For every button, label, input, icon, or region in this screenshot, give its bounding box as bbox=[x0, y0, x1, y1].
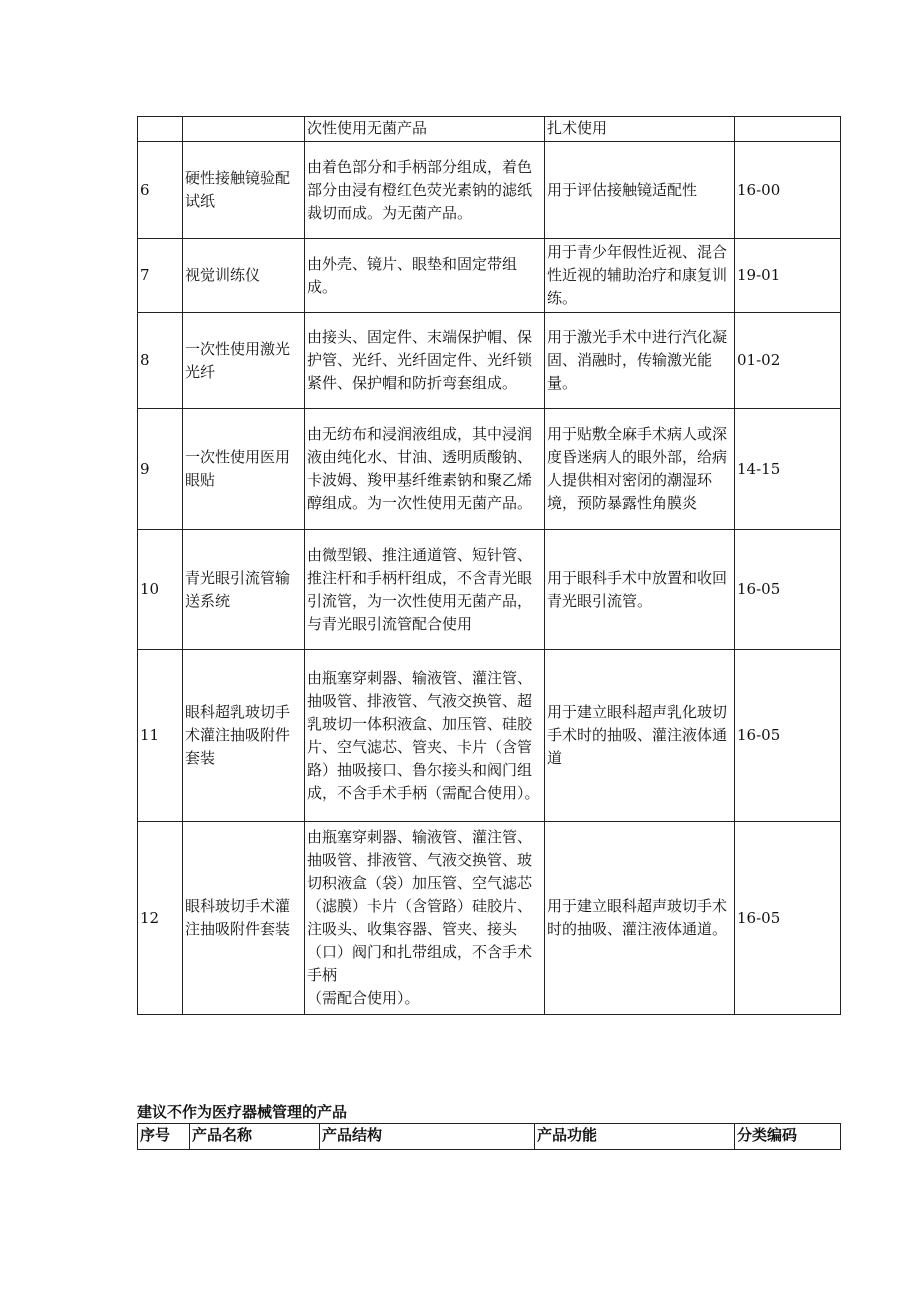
cell-function: 用于评估接触镜适配性 bbox=[545, 142, 735, 239]
table-row bbox=[138, 822, 841, 1015]
cell-code: 19-01 bbox=[735, 239, 841, 313]
cell-name: 硬性接触镜验配试纸 bbox=[183, 142, 305, 239]
cell-no: 6 bbox=[138, 142, 183, 239]
cell-structure: 由着色部分和手柄部分组成，着色部分由浸有橙红色荧光素钠的滤纸裁切而成。为无菌产品。 bbox=[305, 142, 545, 239]
cell-structure-note: （需配合使用）。 bbox=[307, 989, 420, 1007]
table-header-row bbox=[138, 1124, 841, 1150]
cell-structure: 由外壳、镜片、眼垫和固定带组成。 bbox=[305, 239, 545, 313]
cell-no: 10 bbox=[138, 530, 183, 650]
cell-function: 扎术使用 bbox=[545, 117, 735, 142]
cell-function: 用于激光手术中进行汽化凝固、消融时，传输激光能量。 bbox=[545, 313, 735, 409]
header-structure: 产品结构 bbox=[320, 1124, 535, 1150]
product-table bbox=[137, 116, 841, 1015]
cell-code: 16-05 bbox=[735, 822, 841, 1015]
table-row bbox=[138, 117, 841, 142]
cell-structure: 由微型锻、推注通道管、短针管、推注杆和手柄杆组成，不含青光眼引流管，为一次性使用无菌产品，与青光眼引流管配合使用 bbox=[305, 530, 545, 650]
cell-name bbox=[183, 117, 305, 142]
cell-structure: 由无纺布和浸润液组成，其中浸润液由纯化水、甘油、透明质酸钠、卡波姆、羧甲基纤维素钠和聚乙烯醇组成。为一次性使用无菌产品。 bbox=[305, 409, 545, 530]
section-heading: 建议不作为医疗器械管理的产品 bbox=[137, 1103, 348, 1121]
cell-code: 14-15 bbox=[735, 409, 841, 530]
cell-structure: 由瓶塞穿刺器、输液管、灌注管、抽吸管、排液管、气液交换管、超乳玻切一体积液盒、加压管、硅胶片、空气滤芯、管夹、卡片（含管路）抽吸接口、鲁尔接头和阀门组成，不含手术手柄（需配合使用）。 bbox=[305, 650, 545, 822]
cell-function: 用于青少年假性近视、混合性近视的辅助治疗和康复训练。 bbox=[545, 239, 735, 313]
cell-code bbox=[735, 117, 841, 142]
cell-code: 16-00 bbox=[735, 142, 841, 239]
cell-name: 一次性使用医用眼贴 bbox=[183, 409, 305, 530]
cell-no: 8 bbox=[138, 313, 183, 409]
table-row bbox=[138, 313, 841, 409]
table-row bbox=[138, 239, 841, 313]
cell-name: 眼科超乳玻切手术灌注抽吸附件套装 bbox=[183, 650, 305, 822]
cell-no: 11 bbox=[138, 650, 183, 822]
cell-name: 眼科玻切手术灌注抽吸附件套装 bbox=[183, 822, 305, 1015]
cell-function: 用于眼科手术中放置和收回青光眼引流管。 bbox=[545, 530, 735, 650]
header-code: 分类编码 bbox=[735, 1124, 841, 1150]
excluded-products-table-header bbox=[137, 1123, 841, 1150]
table-row bbox=[138, 530, 841, 650]
table-row bbox=[138, 650, 841, 822]
header-no: 序号 bbox=[138, 1124, 190, 1150]
cell-function: 用于贴敷全麻手术病人或深度昏迷病人的眼外部，给病人提供相对密闭的潮湿环境，预防暴露性角膜炎 bbox=[545, 409, 735, 530]
cell-code: 16-05 bbox=[735, 650, 841, 822]
cell-structure-text: 由瓶塞穿刺器、输液管、灌注管、抽吸管、排液管、气液交换管、玻切积液盒（袋）加压管、空气滤芯（滤膜）卡片（含管路）硅胶片、注吸头、收集容器、管夹、接头（口）阀门和扎带组成，不含手术手柄 bbox=[307, 828, 533, 984]
header-function: 产品功能 bbox=[535, 1124, 735, 1150]
cell-function: 用于建立眼科超声玻切手术时的抽吸、灌注液体通道。 bbox=[545, 822, 735, 1015]
cell-structure: 由接头、固定件、末端保护帽、保护管、光纤、光纤固定件、光纤锁紧件、保护帽和防折弯套组成。 bbox=[305, 313, 545, 409]
cell-code: 01-02 bbox=[735, 313, 841, 409]
cell-no: 9 bbox=[138, 409, 183, 530]
cell-no bbox=[138, 117, 183, 142]
cell-name: 视觉训练仪 bbox=[183, 239, 305, 313]
cell-code: 16-05 bbox=[735, 530, 841, 650]
table-row bbox=[138, 409, 841, 530]
cell-name: 一次性使用激光光纤 bbox=[183, 313, 305, 409]
cell-structure bbox=[305, 822, 545, 1015]
cell-structure: 次性使用无菌产品 bbox=[305, 117, 545, 142]
cell-name: 青光眼引流管输送系统 bbox=[183, 530, 305, 650]
cell-no: 7 bbox=[138, 239, 183, 313]
table-row bbox=[138, 142, 841, 239]
cell-no: 12 bbox=[138, 822, 183, 1015]
header-name: 产品名称 bbox=[190, 1124, 320, 1150]
cell-function: 用于建立眼科超声乳化玻切手术时的抽吸、灌注液体通道 bbox=[545, 650, 735, 822]
